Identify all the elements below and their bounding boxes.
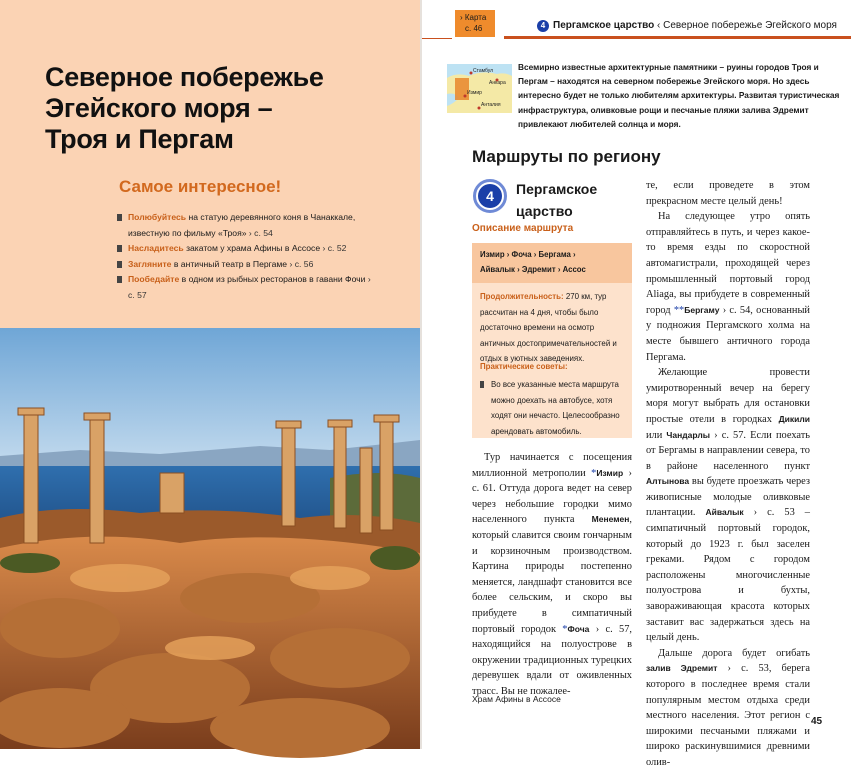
- locator-map: [447, 64, 512, 113]
- highlight-item: Загляните в античный театр в Пергаме › с. 56: [117, 257, 377, 273]
- place-name: Менемен: [591, 514, 630, 525]
- bullet-icon: [117, 214, 122, 221]
- map-label-istanbul: Стамбул: [473, 68, 494, 74]
- map-label-ankara: Анкара: [489, 80, 506, 86]
- route-title: Пергамское царство: [516, 181, 598, 219]
- map-reference-tab[interactable]: › Карта с. 46: [455, 10, 495, 37]
- place-name: Фоча: [567, 623, 590, 634]
- page-number: 45: [811, 716, 823, 727]
- page-ref-link[interactable]: › с. 56: [287, 258, 314, 269]
- page-ref-link[interactable]: › с. 54: [246, 227, 273, 238]
- route-number-badge: 4: [473, 179, 507, 213]
- page-ref-link[interactable]: › с. 52: [320, 243, 347, 253]
- place-name: Чандарлы: [666, 429, 711, 440]
- place-name: залив Эдремит: [646, 663, 718, 674]
- place-name: Алтынова: [646, 476, 690, 487]
- chapter-title-line-3: Троя и Пергам: [45, 124, 234, 154]
- body-column-left: Тур начинается с посещения миллионной метрополии *Измир › с. 61. Оттуда дорога ведет на север через небольшие городки мимо населенного пункта Менемен, который славится своим гончарным и корзиночным производством. Картина природы постепенно меняется, ландшафт становится все более сельским, и скоро вы прибудете в симпатичный портовый городок *Фоча › с. 57, находящийся на полуострове в окружении традиционных турецких деревушек вдали от оживленных трасс. Вы не пожалее-: [472, 452, 632, 697]
- bullet-icon: [117, 261, 122, 268]
- map-label-izmir: Измир: [467, 90, 482, 96]
- highlights-heading: Самое интересное!: [119, 177, 282, 196]
- route-label: Описание маршрута: [472, 223, 574, 234]
- page-ref-link[interactable]: › с. 57: [128, 274, 371, 300]
- highlight-item: Полюбуйтесь на статую деревянного коня в Чанаккале, известную по фильму «Троя» › с. 54: [117, 210, 377, 241]
- chapter-title-line-2: Эгейского моря –: [45, 93, 273, 123]
- header-rule-left: [422, 38, 452, 39]
- bullet-icon: [480, 381, 484, 388]
- map-label-antalya: Анталия: [481, 102, 501, 108]
- region-number-badge: 4: [537, 20, 549, 32]
- place-name: Айвалык: [705, 507, 744, 518]
- place-name: Измир: [596, 467, 624, 478]
- place-name: Дикили: [778, 413, 810, 424]
- photo-caption: Храм Афины в Ассосе: [472, 694, 561, 704]
- body-column-right: те, если проведете в этом прекрасном месте целый день! На следующее утро опять отправляйтесь в путь, и через какое-то время езды по скоростной автомагистрали, проходящей через промышленный портовый город Aliaga, вы прибудете в современный город **Бергаму › с. 54, основанный у подножия Пергамского холма на месте бывшего античного города Пергама. Желающие провести умиротворенный вечер на берегу моря могут выбрать для остановки простые отели в городках Дикили или Чандарлы › с. 57. Если поехать от Бергамы в направлении севера, то в районе населенного пункт Алтынова вы будете проезжать через живописные молодые оливковые плантации. Айвалык › с. 53 – симпатичный портовый городок, который до 1923 г. был заселен греками. Рядом с городом расположены многочисленные полуострова и бухты, завораживающая красота которых заставит вас задержаться здесь на целый день. Дальше дорога будет огибать залив Эдремит › с. 53, берега которого в последнее время стали популярным местом отдыха среди местного населения. Этот регион с широкими песчаными пляжами и широко раскинувшимися древними олив-: [646, 180, 810, 768]
- left-page: [0, 0, 420, 749]
- highlight-item: Насладитесь закатом у храма Афины в Ассосе › с. 52: [117, 241, 377, 257]
- route-duration: Продолжительность: 270 км, тур рассчитан на 4 дня, чтобы было достаточно времени на осмотр античных достопримечательностей и отдых в уютных заведениях.: [480, 292, 617, 363]
- running-head: Пергамское царство ‹ Северное побережье Эгейского моря: [553, 20, 837, 31]
- intro-paragraph: Всемирно известные архитектурные памятники – руины городов Троя и Пергам – находятся на северном побережье Эгейского моря. Но здесь интересно будет не только любителям архитектуры. Развитая туристическая инфраструктура, оливковые рощи и песчаные пляжи залива Эдремит привлекают любителей солнца и моря.: [518, 62, 840, 129]
- bullet-icon: [117, 276, 122, 283]
- temple-of-athena-photo: [0, 328, 420, 749]
- route-path: Измир › Фоча › Бергама › Айвалык › Эдремит › Ассос: [472, 243, 632, 283]
- header-rule: [504, 36, 851, 39]
- highlights-list: [117, 210, 377, 303]
- highlight-item: Пообедайте в одном из рыбных ресторанов в гавани Фочи › с. 57: [117, 272, 377, 303]
- section-heading: Маршруты по региону: [472, 147, 661, 166]
- tips-text: Во все указанные места маршрута можно доехать на автобусе, хотя ходят они нечасто. Целесообразно арендовать автомобиль.: [491, 380, 620, 436]
- chapter-title: [45, 62, 385, 155]
- bullet-icon: [117, 245, 122, 252]
- chapter-title-line-1: Северное побережье: [45, 62, 324, 92]
- place-name: Бергаму: [684, 304, 720, 315]
- tips-label: Практические советы:: [480, 362, 568, 371]
